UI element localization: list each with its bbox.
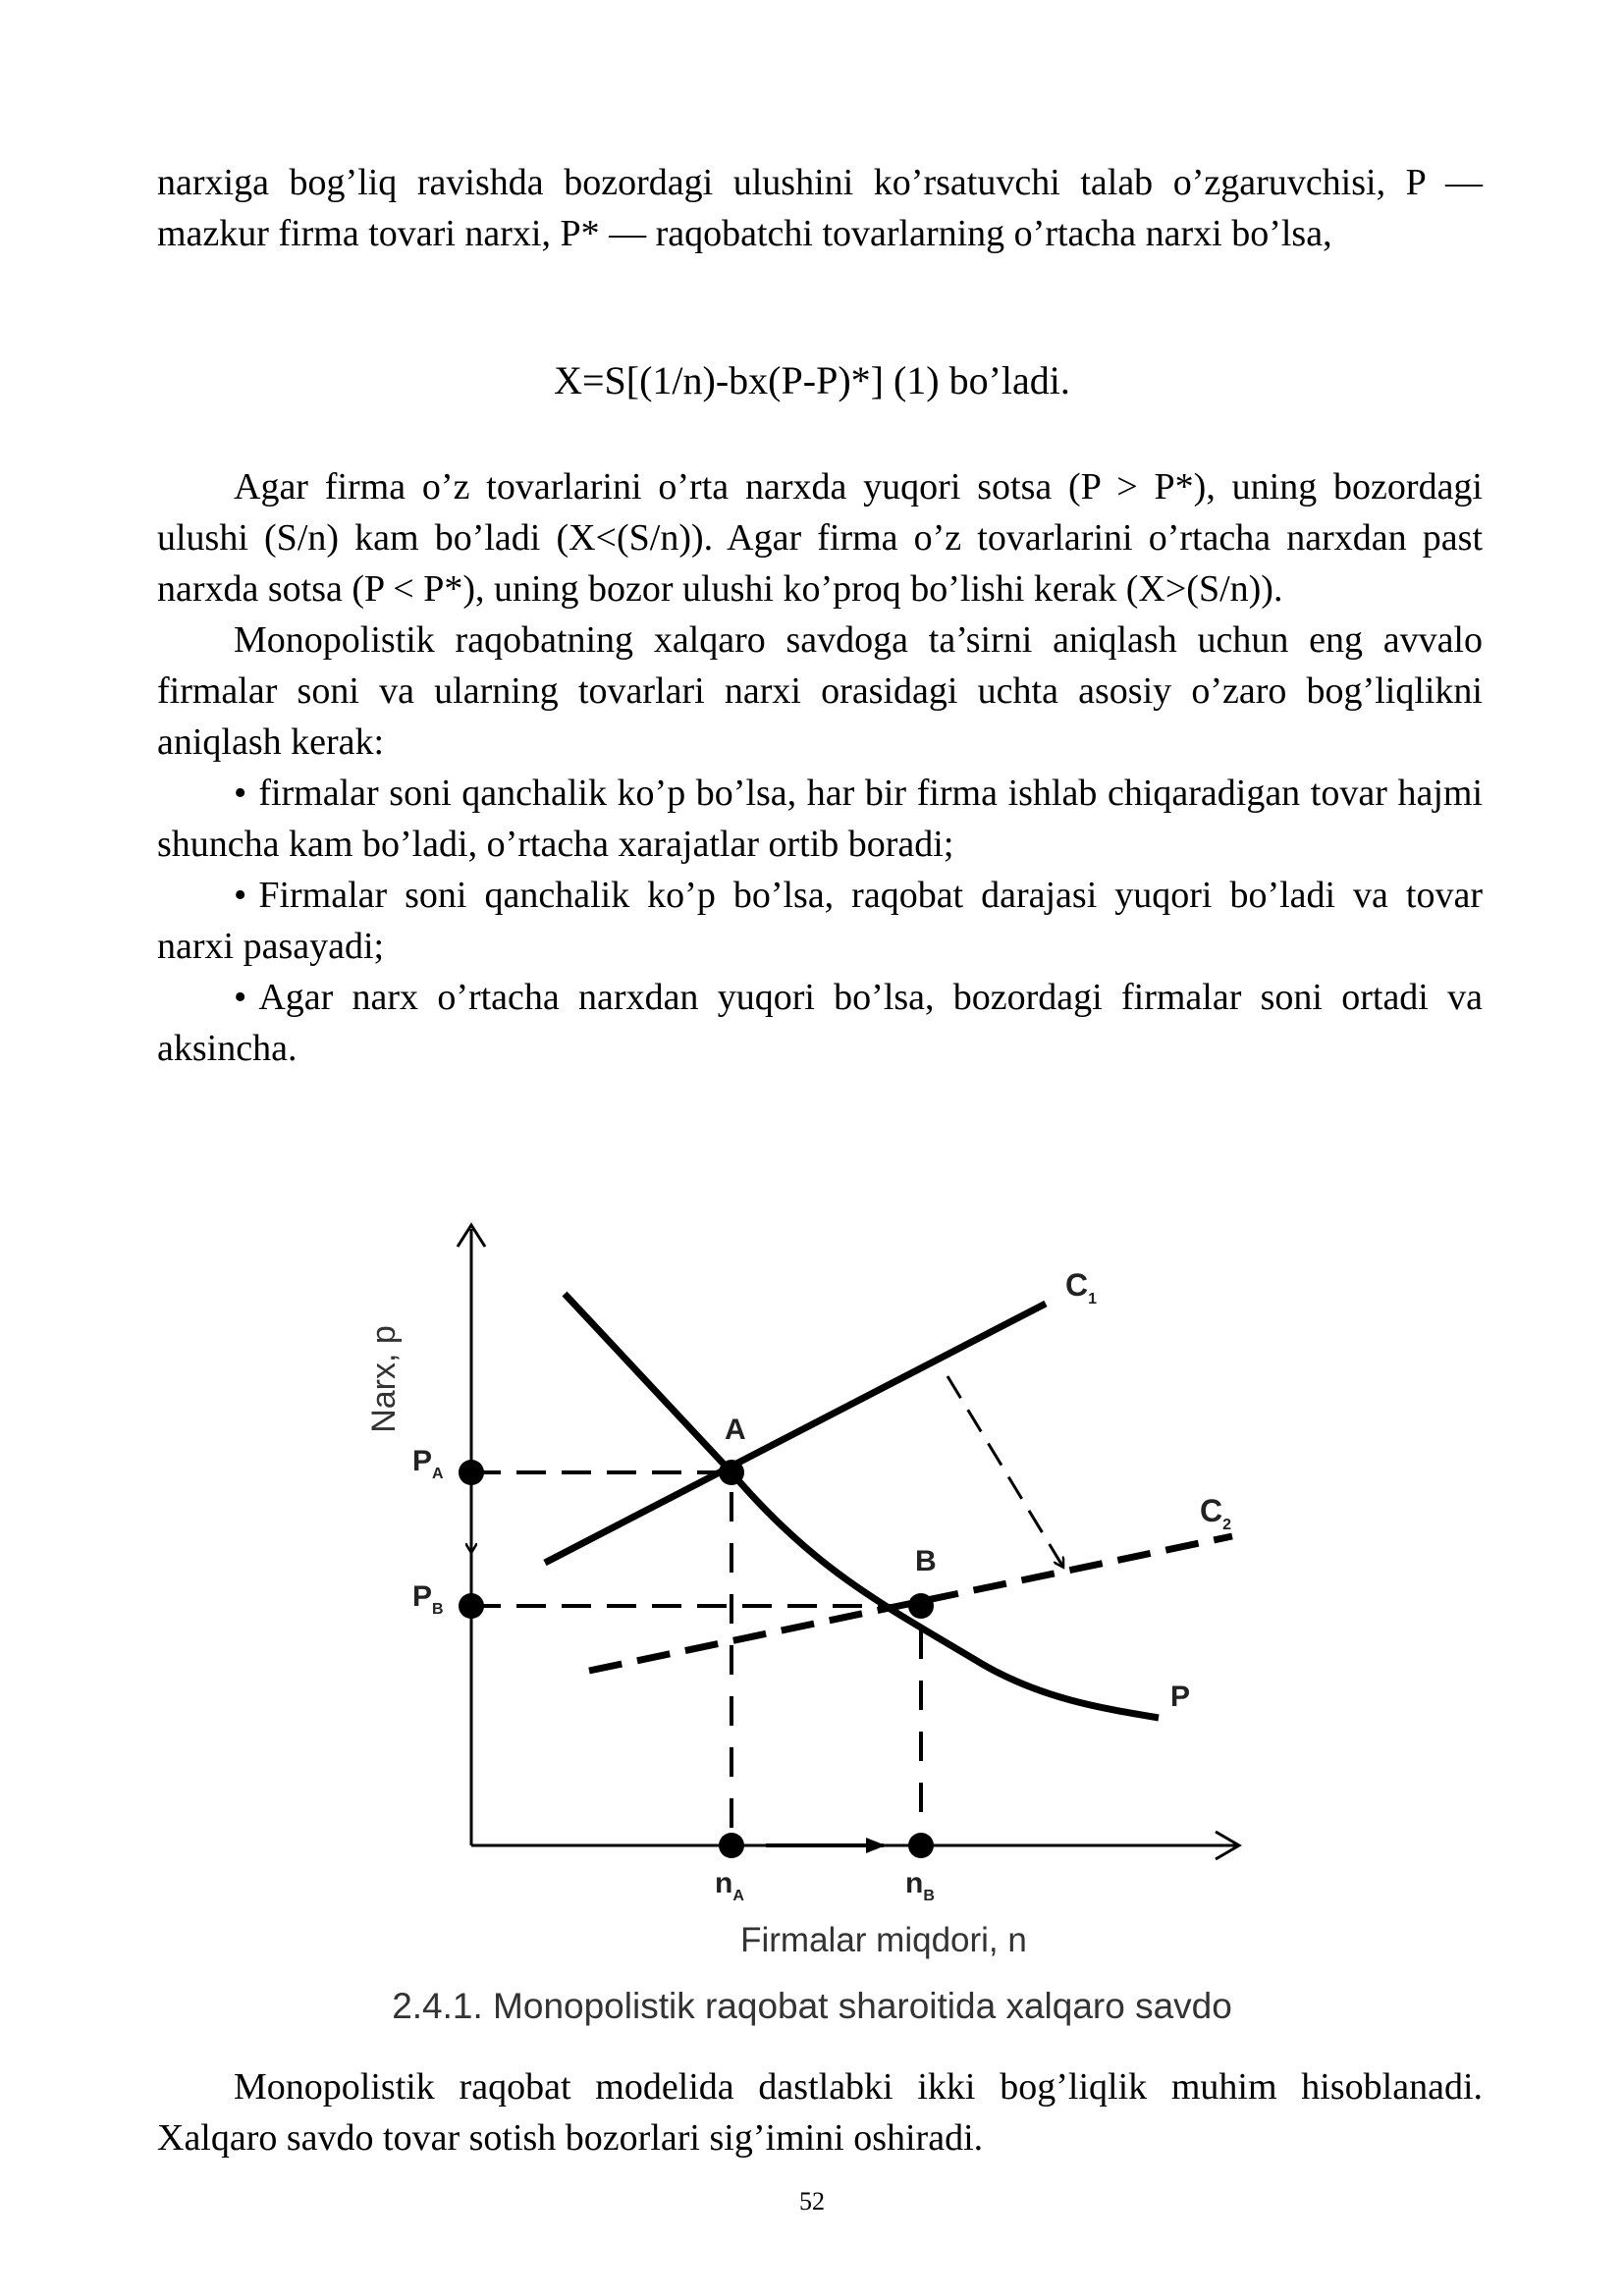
curve-c2-label: $C_2$ [1200,1493,1232,1533]
x-axis-label: Firmalar miqdori, n [740,1921,1027,1959]
paragraph-agar: Agar firma o’z tovarlarini o’rta narxda yuqori sotsa (P > P*), uning bozordagi ulushi (S/n) kam bo’ladi (X<(S/n)). Agar firma o’z tovarlarini o’rtacha narxdan past narxda sotsa (P < P*), uning bozor ulushi ko’proq bo’lishi kerak (X>(S/n)). [157,466,1483,610]
paragraph-bottom [157,2061,1483,2163]
bullet-text-2: Firmalar soni qanchalik ko’p bo’lsa, raqobat darajasi yuqori bo’ladi va tovar narxi pasayadi; [157,875,1483,967]
page-number: 52 [799,2187,825,2216]
point-b-label: B [915,1545,937,1577]
pb-axis-marker [459,1593,484,1619]
bullet-text-1: firmalar soni qanchalik ko’p bo’lsa, har bir firma ishlab chiqaradigan tovar hajmi shuncha kam bo’ladi, o’rtacha xarajatlar ortib boradi; [157,773,1483,865]
y-axis-label: Narx, p [365,1325,403,1433]
pa-label: $P_A$ [412,1445,444,1482]
na-axis-marker [719,1833,744,1858]
monopolistic-competition-diagram [353,1217,1296,1983]
bullet-icon: • [234,977,247,1018]
shift-arrow-icon [947,1376,1062,1566]
figure-caption: 2.4.1. Monopolistik raqobat sharoitida xalqaro savdo [392,1986,1232,2026]
formula: X=S[(1/n)-bx(P-P)*] (1) bo’ladi. [554,358,1070,402]
pa-axis-marker [459,1460,484,1485]
na-label: $n_A$ [715,1867,744,1904]
point-b-marker [908,1593,934,1619]
nb-label: $n_B$ [905,1867,935,1904]
curve-c1 [545,1304,1046,1563]
paragraph-monopolistik: Monopolistik raqobatning xalqaro savdoga ta’sirni aniqlash uchun eng avvalo firmalar soni va ularning tovarlari narxi orasidagi uchta asosiy o’zaro bog’liqlikni aniqlash kerak: [157,619,1483,763]
curve-p-label: P [1170,1681,1191,1713]
bullet-icon: • [234,773,247,814]
bullet-item-3 [157,972,1483,1074]
bullet-text-3: Agar narx o’rtacha narxdan yuqori bo’lsa, bozordagi firmalar soni ortadi va aksincha. [157,977,1483,1069]
paragraph-bottom-text: Monopolistik raqobat modelida dastlabki ikki bog’liqlik muhim hisoblanadi. Xalqaro savdo tovar sotish bozorlari sig’imini oshiradi. [157,2066,1483,2159]
paragraph-top [157,157,1483,259]
bullet-item-1 [157,768,1483,870]
main-text [157,461,1483,1074]
bullet-icon: • [234,875,247,916]
point-a-marker [719,1460,744,1485]
pb-label: $P_B$ [412,1580,444,1618]
point-a-label: A [725,1414,746,1446]
bullet-item-2 [157,870,1483,972]
nb-axis-marker [908,1833,934,1858]
paragraph-top-text: narxiga bog’liq ravishda bozordagi ulushini ko’rsatuvchi talab o’zgaruvchisi, P — mazkur firma tovari narxi, P* — raqobatchi tovarlarning o’rtacha narxi bo’lsa, [157,162,1483,254]
curve-c1-label: $C_1$ [1065,1267,1098,1308]
